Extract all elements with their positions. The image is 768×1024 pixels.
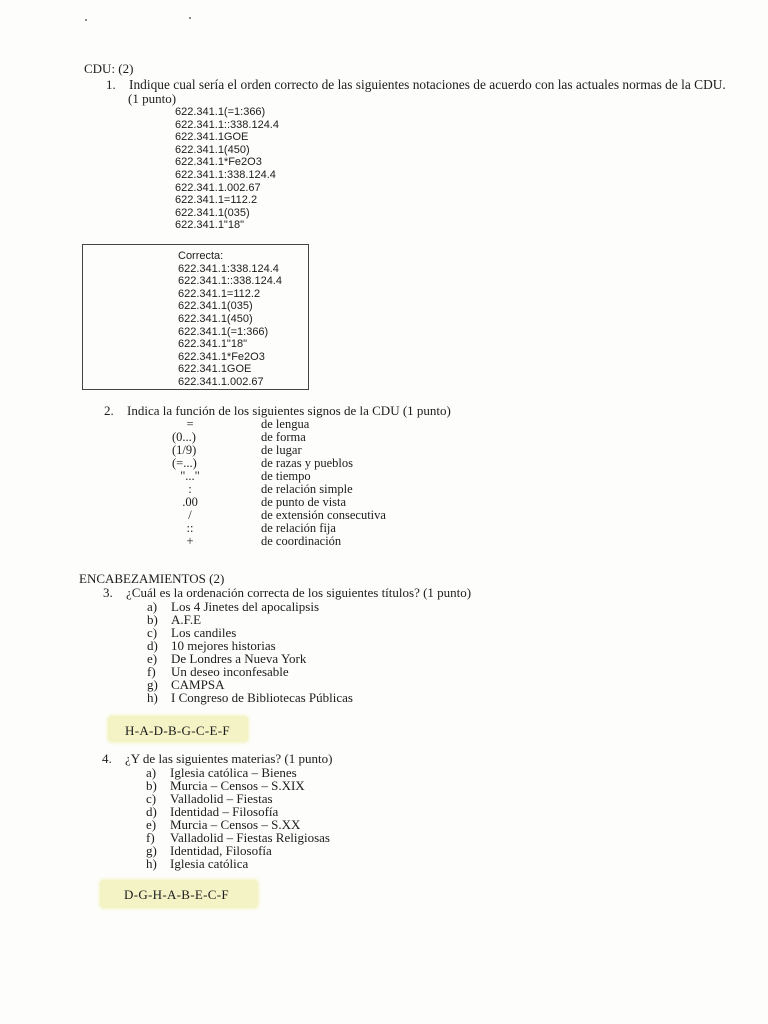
scan-speck: [85, 19, 87, 21]
function-item: de lugar: [261, 443, 302, 457]
function-item: de punto de vista: [261, 495, 347, 509]
answer-label: Correcta:: [178, 250, 224, 262]
item-letter: e): [147, 651, 158, 666]
function-item: de relación simple: [261, 482, 353, 496]
item-letter: f): [146, 830, 155, 845]
notation-item: 622.341.1GOE: [175, 131, 249, 144]
item-letter: c): [147, 625, 158, 640]
notation-item: 622.341.1::338.124.4: [175, 118, 279, 131]
answer-list: [178, 250, 282, 389]
item-letter: g): [146, 843, 157, 858]
title-item: CAMPSA: [171, 677, 225, 692]
sign-item: (1/9): [172, 443, 197, 457]
q4-subjects: [170, 766, 330, 870]
subject-item: Murcia – Censos – S.XIX: [170, 778, 305, 793]
item-letter: h): [147, 690, 158, 705]
q3-titles: [171, 600, 353, 704]
question-number: 4.: [102, 751, 112, 766]
sign-item: ::: [186, 521, 194, 535]
question-1-points: (1 punto): [128, 91, 177, 106]
section-header-cdu: CDU: (2): [84, 61, 134, 76]
sign-item: =: [186, 417, 194, 431]
answer-item: 622.341.1:338.124.4: [178, 262, 279, 275]
item-letter: f): [147, 664, 156, 679]
item-letter: c): [146, 791, 157, 806]
function-item: de extensión consecutiva: [261, 508, 386, 522]
notation-item: 622.341.1(=1:366): [175, 106, 266, 118]
item-letter: h): [146, 856, 157, 871]
question-2-text: Indica la función de los siguientes signos de la CDU (1 punto): [127, 403, 451, 418]
answer-item: 622.341.1(=1:366): [178, 325, 269, 338]
title-item: 10 mejores historias: [171, 638, 276, 653]
title-item: I Congreso de Bibliotecas Públicas: [171, 690, 353, 705]
question-number: 1.: [106, 77, 116, 92]
question-3-answer: H-A-D-B-G-C-E-F: [125, 723, 230, 738]
answer-item: 622.341.1(035): [178, 300, 253, 313]
function-item: de tiempo: [261, 469, 311, 483]
item-letter: a): [146, 765, 157, 780]
item-letter: b): [146, 778, 157, 793]
function-item: de forma: [261, 430, 306, 444]
sign-item: "...": [180, 469, 200, 483]
signs-column: [170, 418, 210, 548]
answer-item: 622.341.1*Fe2O3: [178, 350, 265, 363]
sign-item: :: [188, 482, 192, 496]
subject-item: Murcia – Censos – S.XX: [170, 817, 301, 832]
question-number: 3.: [103, 585, 113, 600]
subject-item: Identidad, Filosofía: [170, 843, 272, 858]
title-item: Los 4 Jinetes del apocalipsis: [171, 599, 320, 614]
function-item: de coordinación: [261, 534, 342, 548]
subject-item: Iglesia católica: [170, 856, 249, 871]
title-item: Los candiles: [171, 625, 237, 640]
answer-item: 622.341.1(450): [178, 312, 253, 325]
answer-item: 622.341.1::338.124.4: [178, 275, 282, 288]
sign-item: (0...): [172, 430, 196, 444]
notation-item: 622.341.1"18": [175, 219, 244, 232]
subject-item: Iglesia católica – Bienes: [170, 765, 297, 780]
title-item: Un deseo inconfesable: [171, 664, 289, 679]
item-letter: b): [147, 612, 158, 627]
functions-column: [261, 418, 386, 548]
sign-item: .00: [182, 495, 198, 509]
answer-item: 622.341.1GOE: [178, 363, 252, 376]
answer-item: 622.341.1"18": [178, 338, 247, 351]
question-1-text: Indique cual sería el orden correcto de las siguientes notaciones de acuerdo con las actuales normas de la CDU.: [129, 77, 726, 92]
question-4-answer: D-G-H-A-B-E-C-F: [124, 887, 229, 902]
item-letter: d): [146, 804, 157, 819]
sign-item: (=...): [172, 456, 197, 470]
function-item: de relación fija: [261, 521, 336, 535]
notation-item: 622.341.1=112.2: [175, 194, 258, 207]
sign-item: /: [188, 508, 192, 522]
notation-list: [175, 106, 279, 232]
subject-item: Valladolid – Fiestas Religiosas: [170, 830, 330, 845]
function-item: de lengua: [261, 417, 310, 431]
notation-item: 622.341.1:338.124.4: [175, 168, 276, 181]
notation-item: 622.341.1*Fe2O3: [175, 156, 262, 169]
item-letter: d): [147, 638, 158, 653]
item-letter: g): [147, 677, 158, 692]
question-number: 2.: [104, 403, 114, 418]
answer-item: 622.341.1=112.2: [178, 287, 261, 300]
section-header-encabezamientos: ENCABEZAMIENTOS (2): [79, 571, 225, 586]
subject-item: Valladolid – Fiestas: [170, 791, 273, 806]
notation-item: 622.341.1.002.67: [175, 181, 261, 194]
item-letter: a): [147, 599, 158, 614]
q3-letters: [147, 600, 158, 704]
question-4-text: ¿Y de las siguientes materias? (1 punto): [125, 751, 333, 766]
sign-item: +: [186, 534, 194, 548]
title-item: A.F.E: [171, 612, 202, 627]
function-item: de razas y pueblos: [261, 456, 353, 470]
notation-item: 622.341.1(035): [175, 206, 250, 219]
question-3-text: ¿Cuál es la ordenación correcta de los siguientes títulos? (1 punto): [126, 585, 472, 600]
scan-speck: [189, 17, 191, 19]
notation-item: 622.341.1(450): [175, 143, 250, 156]
subject-item: Identidad – Filosofía: [170, 804, 279, 819]
q4-letters: [146, 766, 157, 870]
title-item: De Londres a Nueva York: [171, 651, 307, 666]
answer-item: 622.341.1.002.67: [178, 375, 264, 388]
item-letter: e): [146, 817, 157, 832]
